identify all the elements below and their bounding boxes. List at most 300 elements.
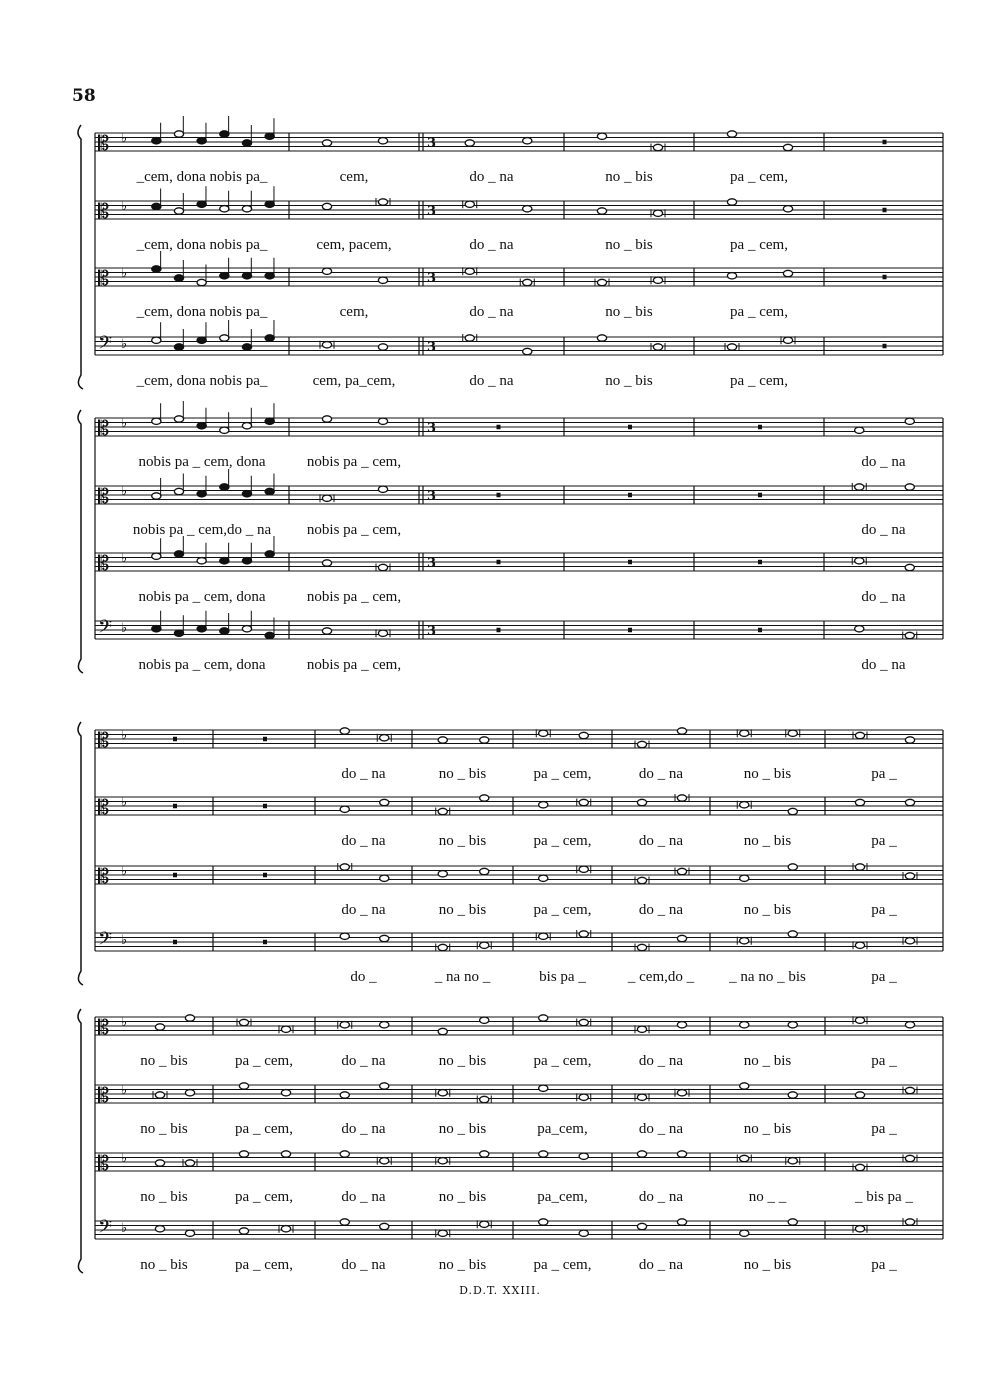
lyric-text: do _ na [341,1053,386,1069]
note-head [855,799,864,805]
staff-4 [95,1217,943,1242]
flat-key-signature-icon: ♭ [121,551,128,566]
rest-mark [883,140,887,145]
note-head [653,344,662,350]
note-head [788,730,797,736]
note-head [855,558,864,564]
note-head [438,871,447,877]
rest-mark [263,940,267,945]
rest-mark [497,493,501,498]
note-head [220,131,229,137]
lyric-text: pa _ cem, [533,833,592,849]
staff-1 [95,116,943,155]
note-head [197,626,206,632]
rest-mark [883,208,887,213]
note-head [438,1158,447,1164]
note-head [322,495,331,501]
note-head [152,626,161,632]
note-head [783,144,792,150]
bass-clef-icon: 𝄢 [98,929,113,954]
lyric-text: cem, [339,169,369,185]
note-head [197,279,206,285]
note-head [905,1219,914,1225]
note-head [220,206,229,212]
note-head [523,279,532,285]
note-head [905,418,914,424]
lyric-text: do _ na [861,454,906,470]
note-head [322,140,331,146]
lyric-text: pa_cem, [537,1121,588,1137]
note-head [155,1226,164,1232]
lyric-text: bis pa _ [539,969,586,985]
note-head [185,1015,194,1021]
flat-key-signature-icon: ♭ [121,795,128,810]
lyric-text: _ na no _ bis [729,969,806,985]
lyric-text: do _ na [638,833,684,849]
flat-key-signature-icon: ♭ [121,266,128,281]
staff-4 [95,929,943,954]
note-head [174,275,183,281]
note-head [322,203,331,209]
lyric-text: do _ na [341,766,386,782]
flat-key-signature-icon: ♭ [121,337,128,352]
staff-2 [95,794,943,819]
note-head [265,201,274,207]
note-head [322,628,331,634]
note-head [239,1228,248,1234]
time-signature-3: 3 [427,204,437,219]
lyric-text: no _ bis [140,1189,188,1205]
note-head [905,799,914,805]
note-head [480,868,489,874]
lyric-text: do _ na [469,373,514,389]
note-head [265,335,274,341]
lyric-text: pa _ [871,1121,897,1137]
flat-key-signature-icon: ♭ [121,1015,128,1030]
note-head [740,875,749,881]
lyric-text: _cem, dona nobis pa_ [136,373,268,389]
lyric-text: pa _ cem, [235,1053,293,1069]
rest-mark [628,493,632,498]
note-head [637,741,646,747]
flat-key-signature-icon: ♭ [121,621,128,636]
note-head [380,1083,389,1089]
note-head [155,1024,164,1030]
note-head [653,144,662,150]
lyric-text: nobis pa _ cem,do _ na [132,522,272,538]
time-signature-3: 3 [427,489,437,504]
note-head [242,344,251,350]
lyric-text: nobis pa _ cem, dona [138,657,266,673]
lyric-text: pa _ cem, [730,304,788,320]
staff-2 [95,1083,943,1107]
lyric-text: _cem, dona nobis pa_ [136,304,268,320]
note-head [197,337,206,343]
c-clef-icon: 𝄡 [98,484,110,508]
time-signature-3: 3 [427,624,437,639]
note-head [523,348,532,354]
flat-key-signature-icon: ♭ [121,416,128,431]
flat-key-signature-icon: ♭ [121,484,128,499]
note-head [152,553,161,559]
lyric-text: pa _ [871,969,897,985]
lyric-text: do _ na [638,766,684,782]
lyric-text: pa _ cem, [533,902,592,918]
note-head [242,558,251,564]
lyric-text: no _ _ [748,1189,787,1205]
staff-3 [95,251,943,290]
lyric-text: no _ bis [743,1257,792,1273]
note-head [220,335,229,341]
note-head [378,277,387,283]
note-head [480,1221,489,1227]
note-head [380,875,389,881]
lyric-text: no _ bis [438,1257,487,1273]
footer-signature: D.D.T. XXIII. [459,1284,541,1297]
note-head [480,1151,489,1157]
note-head [740,730,749,736]
lyric-text: no _ bis [605,237,653,253]
rest-mark [758,425,762,430]
lyric-text: pa _ cem, [235,1257,293,1273]
lyric-text: no _ bis [743,902,792,918]
note-head [579,1019,588,1025]
lyric-text: pa _ cem, [235,1121,293,1137]
lyric-text: do _ na [341,902,386,918]
note-head [265,133,274,139]
note-head [677,935,686,941]
system-3 [78,722,943,985]
note-head [174,344,183,350]
c-clef-icon: 𝄡 [98,728,110,752]
note-head [220,427,229,433]
note-head [480,1096,489,1102]
note-head [788,1158,797,1164]
note-head [579,866,588,872]
note-head [265,418,274,424]
note-head [322,560,331,566]
note-head [265,488,274,494]
note-head [637,944,646,950]
bass-clef-icon: 𝄢 [98,1217,113,1242]
note-head [340,728,349,734]
lyric-text: do _ na [341,1121,386,1137]
note-head [579,1230,588,1236]
note-head [597,335,606,341]
note-head [579,732,588,738]
lyric-text: _ bis pa _ [855,1189,913,1205]
system-bracket [78,722,83,985]
flat-key-signature-icon: ♭ [121,728,128,743]
note-head [783,206,792,212]
note-head [783,270,792,276]
note-head [653,210,662,216]
note-head [281,1151,290,1157]
lyric-text: no _ bis [140,1053,188,1069]
note-head [380,1223,389,1229]
note-head [438,1090,447,1096]
note-head [677,1022,686,1028]
note-head [281,1090,290,1096]
note-head [242,206,251,212]
rest-mark [883,344,887,349]
note-head [727,273,736,279]
lyric-text: _cem, dona nobis pa_ [136,237,268,253]
note-head [438,808,447,814]
staff-1 [95,1015,943,1039]
lyric-text: pa _ cem, [533,766,592,782]
note-head [197,558,206,564]
lyric-text: no _ bis [438,1189,487,1205]
lyric-text: do _ na [341,1257,386,1273]
note-head [677,1090,686,1096]
c-clef-icon: 𝄡 [98,551,110,575]
note-head [855,942,864,948]
note-head [523,138,532,144]
rest-mark [758,493,762,498]
note-head [242,423,251,429]
lyric-text: pa _ [871,1257,897,1273]
note-head [788,808,797,814]
lyric-text: no _ bis [438,833,487,849]
rest-mark [628,628,632,633]
lyric-text: no _ bis [743,1053,792,1069]
note-head [597,279,606,285]
note-head [677,795,686,801]
note-head [905,632,914,638]
note-head [174,630,183,636]
note-head [783,337,792,343]
note-head [788,864,797,870]
note-head [539,1015,548,1021]
lyric-text: nobis pa _ cem, [306,657,402,673]
note-head [380,1158,389,1164]
c-clef-icon: 𝄡 [98,1151,110,1175]
note-head [788,1022,797,1028]
note-head [220,628,229,634]
note-head [281,1026,290,1032]
note-head [855,626,864,632]
staff-2 [95,186,943,223]
note-head [905,1022,914,1028]
note-head [788,1092,797,1098]
c-clef-icon: 𝄡 [98,1015,110,1039]
system-4 [78,1009,943,1273]
lyric-text: nobis pa _ cem, [306,454,402,470]
note-head [637,1026,646,1032]
note-head [855,1226,864,1232]
lyric-text: cem, pacem, [316,237,392,253]
note-head [155,1160,164,1166]
note-head [438,944,447,950]
c-clef-icon: 𝄡 [98,199,110,223]
c-clef-icon: 𝄡 [98,864,110,888]
note-head [539,730,548,736]
time-signature-3: 3 [427,340,437,355]
lyric-text: do _ na [638,1121,684,1137]
note-head [677,1151,686,1157]
lyric-text: pa _ cem, [730,373,788,389]
note-head [340,864,349,870]
note-head [539,1085,548,1091]
lyric-text: do _ na [341,833,386,849]
c-clef-icon: 𝄡 [98,416,110,440]
note-head [905,938,914,944]
note-head [340,806,349,812]
note-head [465,201,474,207]
note-head [378,486,387,492]
staff-3 [95,1151,943,1175]
note-head [322,268,331,274]
staff-3 [95,536,943,575]
lyric-text: pa_cem, [537,1189,588,1205]
rest-mark [173,940,177,945]
note-head [380,799,389,805]
lyric-text: _ na no _ [434,969,491,985]
note-head [727,344,736,350]
lyric-text: do _ na [341,1189,386,1205]
lyric-text: nobis pa _ cem, dona [138,454,266,470]
lyric-text: do _ na [638,1257,684,1273]
time-signature-3: 3 [427,271,437,286]
lyric-text: no _ bis [743,766,792,782]
page-number: 58 [72,86,96,106]
lyric-text: pa _ cem, [235,1189,293,1205]
note-head [322,342,331,348]
rest-mark [263,873,267,878]
c-clef-icon: 𝄡 [98,1083,110,1107]
note-head [677,1219,686,1225]
note-head [281,1226,290,1232]
note-head [152,418,161,424]
bass-clef-icon: 𝄢 [98,617,113,642]
time-signature-3: 3 [427,421,437,436]
lyric-text: no _ bis [140,1121,188,1137]
rest-mark [497,560,501,565]
note-head [637,1151,646,1157]
lyric-text: do _ na [638,1053,684,1069]
note-head [740,1022,749,1028]
note-head [220,273,229,279]
lyric-text: _cem, dona nobis pa_ [136,169,268,185]
note-head [438,1230,447,1236]
c-clef-icon: 𝄡 [98,795,110,819]
note-head [340,1022,349,1028]
lyric-text: pa _ [871,1053,897,1069]
note-head [740,1155,749,1161]
note-head [152,138,161,144]
note-head [480,1017,489,1023]
rest-mark [497,425,501,430]
note-head [322,416,331,422]
rest-mark [263,804,267,809]
lyric-text: do _ na [469,237,514,253]
note-head [905,564,914,570]
note-head [579,799,588,805]
note-head [174,416,183,422]
note-head [855,484,864,490]
lyric-text: pa _ [871,902,897,918]
note-head [539,933,548,939]
note-head [155,1092,164,1098]
note-head [152,337,161,343]
lyric-text: no _ bis [605,373,653,389]
rest-mark [758,628,762,633]
note-head [523,206,532,212]
note-head [653,277,662,283]
note-head [727,199,736,205]
note-head [380,735,389,741]
note-head [239,1083,248,1089]
note-head [197,491,206,497]
note-head [905,484,914,490]
flat-key-signature-icon: ♭ [121,199,128,214]
note-head [855,1092,864,1098]
note-head [197,423,206,429]
note-head [740,1083,749,1089]
note-head [579,1094,588,1100]
note-head [740,938,749,944]
note-head [378,418,387,424]
note-head [220,558,229,564]
staff-1 [95,401,943,440]
lyric-text: do _ na [638,1189,684,1205]
note-head [637,799,646,805]
note-head [185,1230,194,1236]
lyric-text: do _ [350,969,377,985]
lyric-text: nobis pa _ cem, dona [138,589,266,605]
lyric-text: do _ na [861,589,906,605]
rest-mark [497,628,501,633]
note-head [380,935,389,941]
lyric-text: pa _ cem, [730,237,788,253]
lyric-text: do _ na [638,902,684,918]
system-bracket [78,125,83,389]
note-head [855,1164,864,1170]
note-head [677,868,686,874]
lyric-text: pa _ [871,833,897,849]
note-head [242,626,251,632]
note-head [378,199,387,205]
lyric-text: no _ bis [605,169,653,185]
note-head [378,138,387,144]
note-head [855,1017,864,1023]
rest-mark [628,560,632,565]
note-head [174,488,183,494]
lyric-text: no _ bis [743,833,792,849]
flat-key-signature-icon: ♭ [121,1221,128,1236]
note-head [378,564,387,570]
time-signature-3: 3 [427,136,437,151]
note-head [788,1219,797,1225]
note-head [340,1092,349,1098]
note-head [438,737,447,743]
staff-1 [95,728,943,752]
lyric-text: pa _ cem, [533,1053,592,1069]
note-head [438,1028,447,1034]
note-head [905,737,914,743]
note-head [905,1155,914,1161]
staff-2 [95,469,943,508]
staff-4 [95,320,943,358]
note-head [465,268,474,274]
staff-4 [95,611,943,642]
note-head [152,493,161,499]
note-head [727,131,736,137]
lyric-text: nobis pa _ cem, [306,589,402,605]
lyric-text: no _ bis [438,766,487,782]
note-head [597,208,606,214]
